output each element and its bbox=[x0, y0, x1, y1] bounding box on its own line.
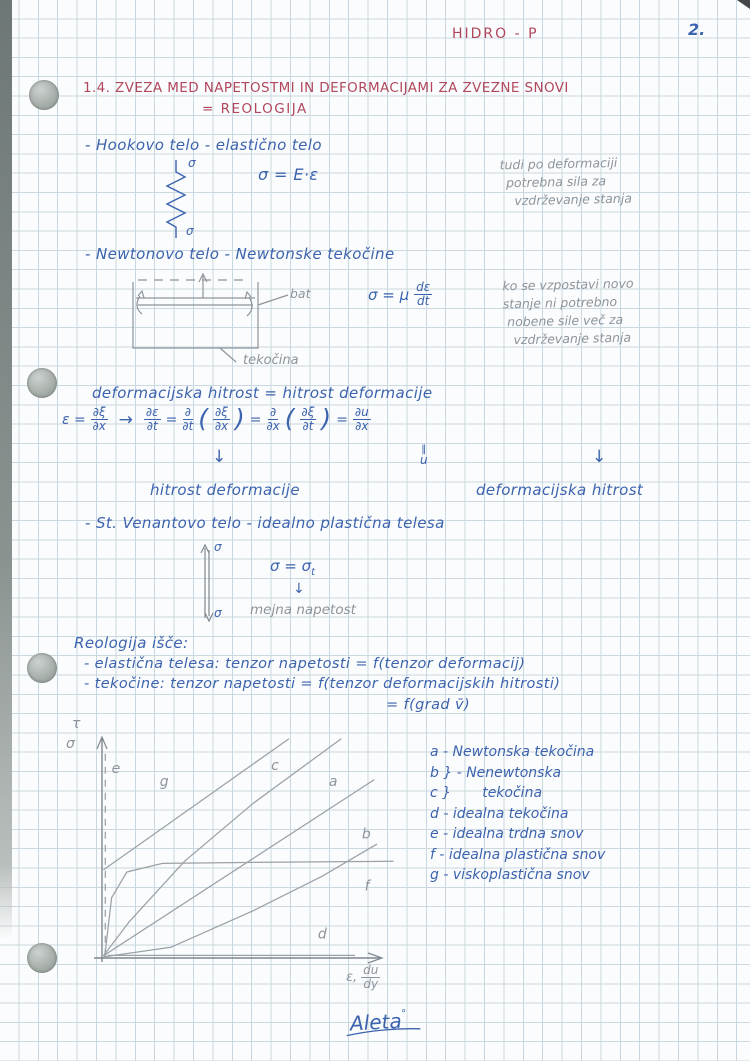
section-subtitle: = REOLOGIJA bbox=[202, 101, 308, 117]
frac-num: ∂u bbox=[354, 405, 369, 419]
eq-frac bbox=[266, 406, 279, 434]
eq-frac bbox=[213, 406, 230, 434]
arrow-down-icon: ↓ bbox=[212, 447, 227, 467]
punch-hole bbox=[27, 943, 57, 973]
tension-sigma-top: σ bbox=[214, 540, 222, 554]
legend-item: b } - Nenewtonska bbox=[430, 764, 562, 781]
piston-label: bat bbox=[290, 286, 311, 301]
hooke-formula: σ = E·ε bbox=[258, 165, 319, 184]
newton-heading: - Newtonovo telo - Newtonske tekočine bbox=[85, 245, 395, 263]
punch-hole bbox=[29, 80, 59, 110]
curve-b bbox=[103, 844, 377, 957]
scan-edge bbox=[0, 0, 12, 940]
curve-label-c: c bbox=[271, 757, 279, 774]
y-axis-label-sigma: σ bbox=[66, 736, 75, 752]
eq-frac bbox=[91, 406, 108, 434]
frac-den: ∂x bbox=[92, 419, 106, 434]
frac-den: ∂x bbox=[355, 419, 369, 434]
eq-sign: = bbox=[249, 411, 262, 428]
frac-den: ∂x bbox=[214, 419, 229, 434]
stvenant-note: mejna napetost bbox=[250, 602, 356, 618]
curve-label-b: b bbox=[361, 826, 371, 843]
spring-sigma-bottom: σ bbox=[186, 224, 194, 238]
frac-num: ∂ε bbox=[145, 405, 159, 419]
note-line: vzdrževanje stanja bbox=[514, 190, 633, 209]
legend-item: f - idealna plastična snov bbox=[430, 846, 606, 863]
frac-den: dy bbox=[363, 977, 379, 992]
rheology-heading: Reologija išče: bbox=[74, 634, 189, 652]
frac-den: ∂x bbox=[266, 419, 280, 434]
rheology-line-fluids: - tekočine: tenzor napetosti = f(tenzor deformacijskih hitrosti) bbox=[84, 676, 561, 692]
x-axis-symbol: ε, bbox=[346, 970, 358, 986]
signature bbox=[349, 1009, 407, 1036]
frac-den: ∂t bbox=[302, 419, 314, 434]
course-title: HIDRO - P bbox=[452, 26, 539, 42]
legend-item: a - Newtonska tekočina bbox=[430, 744, 595, 760]
signature-text: Aleta bbox=[349, 1008, 403, 1036]
tension-sigma-bottom: σ bbox=[214, 606, 222, 620]
u-annotation bbox=[420, 444, 428, 466]
newton-formula-frac bbox=[414, 281, 432, 309]
stvenant-formula bbox=[270, 557, 315, 578]
rheology-line-elastic: - elastična telesa: tenzor napetosti = f(tenzor deformacij) bbox=[84, 656, 526, 672]
y-axis-label-tau: τ bbox=[72, 716, 81, 732]
rheology-line-grad: = f(grad v̄) bbox=[386, 697, 471, 713]
curve-f bbox=[105, 861, 394, 956]
note-line: stanje ni potrebno bbox=[502, 293, 618, 312]
frac-num: ∂ bbox=[269, 405, 277, 419]
note-line: ko se vzpostavi novo bbox=[502, 275, 634, 294]
formula-pre: σ = σ bbox=[270, 557, 312, 575]
newton-margin-note bbox=[502, 275, 635, 350]
frac-num: du bbox=[363, 963, 379, 977]
frac-den: dt bbox=[417, 294, 430, 309]
curve-label-g: g bbox=[159, 774, 169, 790]
eq-frac bbox=[353, 406, 371, 434]
punch-hole bbox=[27, 368, 57, 398]
page-corner-mark bbox=[737, 0, 750, 9]
x-axis-frac bbox=[361, 964, 380, 992]
eq-sign: = bbox=[165, 411, 178, 428]
newton-formula-pre: σ = μ bbox=[368, 285, 410, 304]
frac-num: ∂ bbox=[184, 405, 191, 419]
frac-num: ∂ξ bbox=[92, 405, 106, 419]
eq-lhs: ε = bbox=[62, 411, 86, 428]
section-title: 1.4. ZVEZA MED NAPETOSTMI IN DEFORMACIJAMI ZA ZVEZNE SNOVI bbox=[83, 80, 569, 96]
note-line: potrebna sila za bbox=[505, 173, 607, 191]
curve-label-a: a bbox=[328, 774, 338, 790]
paren-open: ( bbox=[198, 403, 209, 433]
newton-formula bbox=[368, 281, 432, 309]
hooke-margin-note bbox=[499, 154, 632, 211]
eq-frac bbox=[144, 406, 161, 434]
note-line: nobene sile več za bbox=[507, 311, 624, 330]
punch-hole bbox=[27, 653, 57, 683]
curve-label-d: d bbox=[317, 926, 327, 943]
arrow-down-icon: ↓ bbox=[592, 447, 607, 467]
spring-sigma-top: σ bbox=[188, 156, 196, 170]
curve-label-f: f bbox=[364, 878, 370, 895]
x-axis-label bbox=[346, 964, 380, 992]
signature-mark: ° bbox=[400, 1008, 407, 1020]
deform-equation bbox=[62, 403, 371, 434]
frac-num: ∂ξ bbox=[301, 405, 315, 419]
arrow-down-icon: ↓ bbox=[293, 581, 305, 597]
page-number: 2. bbox=[688, 20, 706, 39]
deform-heading: deformacijska hitrost = hitrost deformacije bbox=[92, 384, 433, 402]
stvenant-heading: - St. Venantovo telo - idealno plastična telesa bbox=[85, 514, 445, 532]
fluid-label: tekočina bbox=[243, 353, 299, 368]
deform-caption-left: hitrost deformacije bbox=[150, 481, 300, 499]
eq-frac bbox=[300, 406, 317, 434]
formula-sub: t bbox=[311, 567, 316, 578]
legend-item: d - idealna tekočina bbox=[430, 805, 569, 822]
legend-item: e - idealna trdna snov bbox=[430, 826, 584, 842]
curve-c bbox=[103, 739, 341, 956]
piston-sketch-icon bbox=[108, 268, 348, 373]
arrow-right-icon: → bbox=[118, 409, 133, 430]
hooke-heading: - Hookovo telo - elastično telo bbox=[85, 136, 322, 154]
legend-item: g - viskoplastična snov bbox=[430, 867, 590, 883]
legend-item: c } tekočina bbox=[430, 785, 543, 801]
equals-mark: ‖ bbox=[421, 444, 427, 455]
curve-label-e: e bbox=[111, 761, 121, 778]
note-line: vzdrževanje stanja bbox=[513, 329, 632, 348]
curve-g bbox=[103, 739, 289, 870]
deform-caption-right: deformacijska hitrost bbox=[476, 481, 644, 499]
eq-sign: = bbox=[336, 411, 348, 428]
paren-open: ( bbox=[284, 403, 295, 433]
frac-den: ∂t bbox=[182, 419, 194, 434]
u-symbol: u bbox=[420, 453, 428, 467]
frac-num: ∂ξ bbox=[215, 405, 228, 419]
frac-den: ∂t bbox=[146, 419, 158, 434]
eq-frac bbox=[182, 406, 193, 434]
rheology-chart bbox=[58, 712, 438, 992]
note-line: tudi po deformaciji bbox=[499, 154, 618, 173]
paren-close: ) bbox=[321, 403, 332, 433]
frac-num: dε bbox=[416, 280, 431, 294]
chart-legend bbox=[430, 742, 605, 886]
paren-close: ) bbox=[234, 403, 245, 433]
